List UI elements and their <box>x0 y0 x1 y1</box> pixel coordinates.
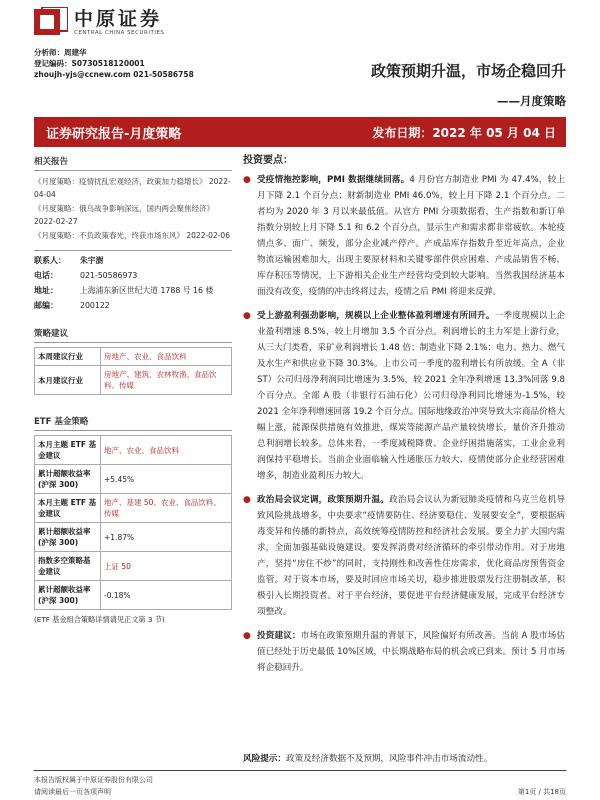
contact-zip-label: 邮编： <box>34 301 58 310</box>
report-banner <box>34 117 566 147</box>
risk-label: 风险提示： <box>243 754 286 764</box>
table-row <box>35 366 232 395</box>
company-logo <box>34 7 164 37</box>
bullet-icon: ● <box>243 175 251 185</box>
reg-code: S0730518120001 <box>71 59 145 68</box>
etf-heading: ETF 基金策略 <box>34 413 232 431</box>
analyst-contact: zhoujh-yjs@ccnew.com 021-50586758 <box>34 70 194 79</box>
page-footer <box>0 770 600 800</box>
report-title: 政策预期升温，市场企稳回升 <box>370 62 566 80</box>
report-subtitle: ——月度策略 <box>497 94 566 108</box>
sidebar <box>34 153 232 625</box>
analyst-info <box>34 47 194 80</box>
point-body: 一季度规模以上企业盈利增速 8.5%，较上月增加 3.5 个百分点。利润增长的主力军是上游行业，从三大门类看，采矿业利润增长 1.48 倍；制造业下降 2.1%；电力、热力、燃气及水生产和供应业下降 30.3%。上市公司一季度的盈利增长有所放缓。全 A（非 ST）公司归母净利润同比增速为 3.5%，较 2021 全年净利增速 13.3%回落 9.8 个百分点。全部 A 股（非银行石油石化）公司归母净利同比增速为-1.5%，较 2021 全年净利增速回落 19.2 个百分点。国际地缘政治冲突导致大宗商品价格大幅上涨，能源保供措施有效推进，煤炭等能源产品产量较快增长，量价齐升推动总利润增长较多。总体来看，一季度减税降费、企业纾困措施落实，工业企业利润保持平稳增长。当前企业面临输入性通胀压力较大、疫情使部分企业经营困难增多，制造业盈利压力较大。 <box>257 311 565 481</box>
investment-point <box>243 628 565 676</box>
table-cell-value: 地产、基建 50、农业、食品饮料、传媒 <box>101 494 232 523</box>
logo-mark-icon <box>34 7 68 37</box>
risk-text: 政策及经济数据不及预期，风险事件冲击市场流动性。 <box>285 754 493 764</box>
table-cell-value: -0.18% <box>101 581 232 610</box>
related-report-item[interactable]: 《月度策略：俄乌战争影响深远，国内两会聚焦经济》 2022-02-27 <box>34 204 214 226</box>
contact-phone-label: 电话： <box>34 271 58 280</box>
risk-warning <box>243 752 565 764</box>
contact-block <box>34 250 232 313</box>
bullet-icon: ● <box>243 495 251 505</box>
banner-publish-date: 发布日期：2022 年 05 月 04 日 <box>372 125 556 140</box>
strategy-heading: 策略建议 <box>34 325 232 343</box>
contact-address-label: 地址： <box>34 286 58 295</box>
point-lead: 投资建议： <box>257 631 301 641</box>
point-lead: 受上游盈利强劲影响，规模以上企业整体盈利增速有所回升。 <box>257 311 495 321</box>
table-row <box>35 465 232 494</box>
main-content <box>243 151 565 684</box>
point-lead: 受疫情拖控影响，PMI 数据继续回落。 <box>257 175 410 185</box>
banner-report-type: 证券研究报告-月度策略 <box>46 126 182 142</box>
table-cell-key: 累计超额收益率(沪深 300) <box>35 465 101 494</box>
footer-disclaimer-link[interactable]: 请阅读最后一页各项声明 <box>34 788 111 796</box>
contact-person-label: 联系人： <box>34 256 66 265</box>
analyst-label: 分析师： <box>34 48 64 57</box>
table-cell-key: 累计超额收益率(沪深 300) <box>35 523 101 552</box>
table-row <box>35 436 232 465</box>
table-cell-value: 上证 50 <box>101 552 232 581</box>
contact-phone-value: 021-50586973 <box>80 271 138 280</box>
table-cell-key: 指数多空策略基金建议 <box>35 552 101 581</box>
table-cell-value: +5.45% <box>101 465 232 494</box>
table-row <box>35 523 232 552</box>
point-body: 4 月份官方制造业 PMI 为 47.4%，较上月下降 2.1 个百分点；财新制造业 PMI 46.0%，较上月下降 2.1 个百分点。二者均为 2020 年 3 月以来最低值。从官方 PMI 分项数据看，生产指数和新订单指数分别较上月下降 5.1 和 6.2 个百分点，显示生产和需求都非常疲软。本轮疫情点多、面广、频发，部分企业减产停产。产成品库存指数升至近年高点，企业物流运输困难加大，出现主要原材料和关键零部件供应困难、产成品销售不畅、库存积压等情况，上下游相关企业生产经营均受到较大影响。当然我国经济基本面没有改变，疫情的冲击终将过去，疫情之后 PMI 将迎来反弹。 <box>257 175 566 297</box>
table-cell-key: 本月主题 ETF 基金建议 <box>35 494 101 523</box>
investment-point <box>243 492 565 620</box>
table-row <box>35 348 232 366</box>
investment-point <box>243 308 565 484</box>
table-cell-value: 地产、农业、食品饮料 <box>101 436 232 465</box>
reg-label: 登记编码： <box>34 59 72 68</box>
analyst-name: 周建华 <box>64 48 87 57</box>
point-lead: 政治局会议定调，政策预期升温。 <box>257 495 390 505</box>
table-cell-value: 房地产、建筑、农林牧渔、食品饮料、传媒 <box>101 366 232 395</box>
strategy-table <box>34 347 232 395</box>
table-cell-key: 本月建议行业 <box>35 366 101 395</box>
contact-zip-value: 200122 <box>80 301 110 310</box>
table-row <box>35 552 232 581</box>
page-number: 第1页 / 共18页 <box>517 788 566 796</box>
bullet-icon: ● <box>243 311 251 321</box>
point-body: 市场在政策预期升温的背景下，风险偏好有所改善。当前 A 股市场估值已经处于历史最低 10%区域，中长期战略布局的机会或已到来。预计 5 月市场将企稳回升。 <box>257 631 565 673</box>
related-report-item[interactable]: 《月度策略：疫情扰乱宏观经济，政策加力稳增长》 2022-04-04 <box>34 177 231 199</box>
table-cell-value: 房地产、农业、食品饮料 <box>101 348 232 366</box>
table-row <box>35 581 232 610</box>
related-report-item[interactable]: 《月度策略：不负政策春光，终获市场东风》 2022-02-06 <box>34 231 230 240</box>
footer-divider <box>34 770 566 771</box>
related-reports-heading: 相关报告 <box>34 153 232 171</box>
point-body: 政治局会议认为新冠肺炎疫情和乌克兰危机导致风险挑战增多，中央要求“疫情要防住、经济要稳住、发展要安全”，要根据病毒变异和传播的新特点，高效统筹疫情防控和经济社会发展。要全力扩大国内需求，全面加强基础设施建设。要发挥消费对经济循环的牵引带动作用。对于房地产，坚持“房住不炒”的同时，支持刚性和改善性住房需求，优化商品房预售资金监管。对于资本市场，要及时回应市场关切，稳步推进股票发行注册制改革，积极引入长期投资者。对于平台经济，要促进平台经济健康发展，完成平台经济专项整改。 <box>257 495 565 617</box>
bullet-icon: ● <box>243 631 251 641</box>
table-cell-key: 本周建议行业 <box>35 348 101 366</box>
table-cell-value: +1.87% <box>101 523 232 552</box>
logo-chinese-name: 中原证券 <box>74 8 163 30</box>
contact-person-value: 朱宇澍 <box>80 256 104 265</box>
table-cell-key: 本月主题 ETF 基金建议 <box>35 436 101 465</box>
investment-points-heading: 投资要点： <box>243 155 293 166</box>
table-cell-key: 累计超额收益率(沪深 300) <box>35 581 101 610</box>
investment-point <box>243 172 565 300</box>
logo-english-name: CENTRAL CHINA SECURITIES <box>74 30 165 36</box>
etf-note: (ETF 基金组合策略详情请见正文第 3 节) <box>34 615 165 624</box>
etf-table <box>34 435 232 610</box>
footer-copyright: 本报告版权属于中原证券股份有限公司 <box>34 776 153 784</box>
table-row <box>35 494 232 523</box>
contact-address-value: 上海浦东新区世纪大道 1788 号 16 楼 <box>80 286 214 295</box>
